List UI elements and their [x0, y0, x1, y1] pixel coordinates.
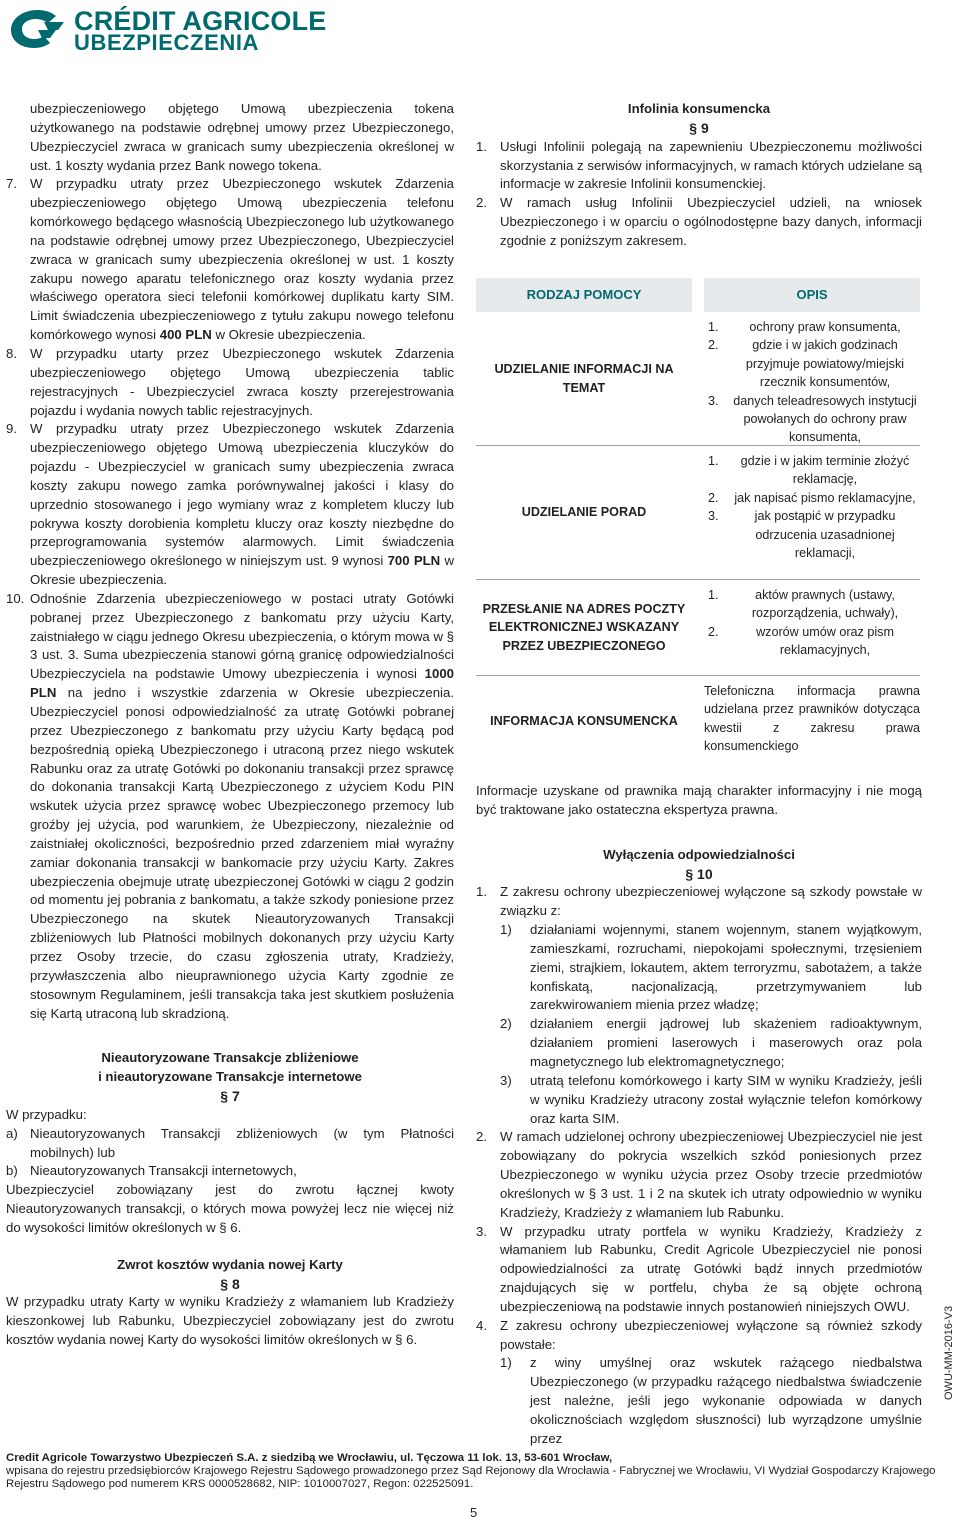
- right-column-lower: [476, 782, 922, 1449]
- help-row-1-item: [704, 392, 920, 447]
- section-7-item-b-text: Nieautoryzowanych Transakcji internetowych,: [30, 1163, 297, 1179]
- help-table-row: [476, 312, 920, 446]
- footer-registry-line-2: Rejestru Sądowego pod numerem KRS 0000528682, NIP: 1010007027, Regon: 022525091.: [6, 1478, 474, 1491]
- help-row-2-item-1-text: gdzie i w jakim terminie złożyć reklamację,: [740, 454, 910, 487]
- help-row-3-item-2-text: wzorów umów oraz pism reklamacyjnych,: [756, 624, 894, 658]
- help-row-2-item: [704, 507, 920, 562]
- section-10-item-4-1-text: z winy umyślnej oraz wskutek rażącego niedbalstwa Ubezpieczonego (w przypadku rażącego niedbalstwa świadczenie jest należne, jeśli jego wykonanie odpowiada w danych okolicznościach względom słuszności) lub wyrządzone umyślnie przez: [530, 1355, 922, 1446]
- item-6-continuation: ubezpieczeniowego objętego Umową ubezpieczenia tokena użytkowanego na podstawie odrębnej umowy przez Ubezpieczonego, Ubezpieczyciel zwraca w granicach sumy ubezpieczenia określonej w ust. 1 koszty wydania przez Bank nowego tokena.: [30, 101, 454, 173]
- item-7-tail: w Okresie ubezpieczenia.: [215, 327, 366, 343]
- section-9-item-2-number: 2.: [476, 195, 487, 211]
- section-9-number: § 9: [689, 119, 709, 136]
- help-row-3-desc: [704, 580, 920, 675]
- brand-subname: UBEZPIECZENIA: [74, 30, 260, 55]
- section-7-item-a-label: a): [6, 1125, 18, 1141]
- right-column: [476, 100, 922, 251]
- item-9-text: W przypadku utraty przez Ubezpieczonego wskutek Zdarzenia ubezpieczeniowego objętego Umową ubezpieczenia kluczyków do pojazdu - Ubezpieczyciel w granicach sumy ubezpieczenia zwraca koszty zakupu nowego zamka porównywalnej jakości i klasy do uprzednio stosowanego i jego wymiany wraz z kompletem kluczy lub pokrywa koszty dorobienia kompletu kluczy oraz koszty niezbędne do przeprogramowania systemów alarmowych. Limit świadczenia ubezpieczeniowego określonego w niniejszym ust. 9 wynosi: [30, 421, 454, 569]
- section-10-item-2-text: W ramach udzielonej ochrony ubezpieczeniowej Ubezpieczyciel nie jest zobowiązany do pokrycia wszelkich szkód poniesionych przez Ubezpieczonego w wyniku użycia przez Osoby trzecie przedmiotów określonych w § 3 ust. 1 i 2 na skutek ich utraty odpowiednio w wyniku Kradzieży, Kradzieży z włamaniem lub Rabunku.: [500, 1129, 922, 1220]
- help-row-1-item-3-number: 3.: [708, 393, 719, 408]
- item-7-number: 7.: [6, 176, 17, 192]
- item-9-number: 9.: [6, 421, 17, 437]
- item-8-text: W przypadku utarty przez Ubezpieczonego wskutek Zdarzenia ubezpieczeniowego objętego Umową ubezpieczenia tablic rejestracyjnych - Ubezpieczyciel zwraca koszty przerejestrowania pojazdu i wydania nowych tablic rejestracyjnych.: [30, 345, 454, 418]
- help-row-1-item-2-text: gdzie i w jakich godzinach przyjmuje powiatowy/miejski rzecznik konsumentów,: [745, 338, 905, 390]
- help-row-2-item-2-number: 2.: [708, 490, 719, 505]
- footer-registry-line-1: wpisana do rejestru przedsiębiorców Krajowego Rejestru Sądowego prowadzonego przez Sąd Rejonowy dla Wrocławia - Fabrycznej we Wrocławiu, VI Wydział Gospodarczy Krajowego: [6, 1465, 936, 1478]
- help-row-1-desc: [704, 312, 920, 445]
- help-row-3-item-2-number: 2.: [708, 624, 719, 639]
- item-10: [6, 590, 454, 1023]
- item-7-amount: 400 PLN: [159, 327, 212, 343]
- help-row-3-item-1-text: aktów prawnych (ustawy, rozporządzenia, uchwały),: [751, 588, 899, 621]
- help-table-col-desc: OPIS: [704, 278, 920, 312]
- section-10-item-4-1: [476, 1354, 922, 1448]
- section-10-item-1-3-text: utratą telefonu komórkowego i karty SIM w wyniku Kradzieży, jeśli w wyniku Kradzieży utracony został wyłącznie telefon komórkowy oraz karta SIM.: [530, 1072, 922, 1126]
- help-row-3-item: [704, 586, 920, 623]
- section-7-title-line-2: i nieautoryzowane Transakcje internetowe: [98, 1069, 362, 1085]
- help-row-4-text: Telefoniczna informacja prawna udzielana przez prawników dotycząca kwestii z zakresu prawa konsumenckiego: [704, 684, 920, 754]
- item-10-amount: 1000 PLN: [30, 666, 454, 701]
- left-column: [6, 100, 454, 1350]
- section-10-item-1-number: 1.: [476, 884, 487, 900]
- item-10-text-b: na jedno i wszystkie zdarzenia w Okresie ubezpieczenia. Ubezpieczyciel ponosi odpowiedzialność za utratę Gotówki pobranej przez Ubezpieczonego z bankomatu przy użyciu Karty będącą pod bezpośrednią opieką Ubezpieczonego i utraconą przez niego wskutek Rabunku oraz za utratę Gotówki po dokonaniu transakcji przez sprawcę do dokonania transakcji Kartą Ubezpieczonego z użyciem Kodu PIN wskutek użycia przez sprawcę wobec Ubezpieczonego przemocy lub groźby jej użycia, pod warunkiem, że Ubezpieczony, niezależnie od zaistniałej okoliczności, bezpośrednio przed zdarzeniem miał wyraźny zamiar dokonania transakcji w bankomacie przy użyciu Karty. Zakres ubezpieczenia obejmuje utratę ubezpieczonej Gotówki w ciągu 2 godzin od momentu jej pobrania z bankomatu, a także szkody poniesione przez Ubezpieczonego na skutek Nieautoryzowanych Transakcji zbliżeniowych lub Płatności mobilnych dokonanych przy użyciu Karty przez Osoby trzecie, do czasu zgłoszenia utraty, Kradzieży, przywłaszczenia albo nieuprawnionego użycia Karty zgodnie ze stosownym Regulaminem, jeśli transakcja taka jest skutkiem posłużenia się Kartą utraconą lub skradzioną.: [30, 685, 454, 1021]
- section-10-item-4-1-number: 1): [500, 1355, 512, 1371]
- section-9-item-2-text: W ramach usług Infolinii Ubezpieczyciel udzieli, na wniosek Ubezpieczonego i w oparciu o ogólnodostępne bazy danych, informacji zgodnie z poniższym zakresem.: [500, 195, 922, 248]
- section-10-item-1-1-number: 1): [500, 922, 512, 938]
- item-8: [6, 345, 454, 420]
- help-row-2-item-3-text: jak postąpić w przypadku odrzucenia uzasadnionej reklamacji,: [754, 509, 896, 561]
- help-row-1-item-1-number: 1.: [708, 320, 719, 334]
- help-row-2-type: UDZIELANIE PORAD: [521, 505, 647, 520]
- section-8-number: § 8: [220, 1275, 240, 1292]
- help-table-row: [476, 446, 920, 580]
- section-10-item-2-number: 2.: [476, 1129, 487, 1145]
- help-table-row: [476, 676, 920, 766]
- section-10-item-1-3: [476, 1072, 922, 1129]
- item-9-amount: 700 PLN: [387, 553, 441, 569]
- help-row-4-desc: [704, 676, 920, 766]
- page-number: 5: [470, 1505, 478, 1520]
- section-9-item-1-text: Usługi Infolinii polegają na zapewnieniu Ubezpieczonemu możliwości skorzystania z serwisów informacyjnych, w ramach których udzielane są informacje w zakresie Infolinii konsumenckiej.: [500, 138, 922, 192]
- help-table-col-type: RODZAJ POMOCY: [476, 278, 692, 312]
- help-row-2-item-1-number: 1.: [708, 454, 719, 468]
- help-row-3-item: [704, 623, 920, 660]
- item-9-tail: w Okresie ubezpieczenia.: [30, 553, 455, 588]
- section-10-item-1: [476, 883, 922, 921]
- item-10-number: 10.: [6, 590, 25, 606]
- section-10-item-3-text: W przypadku utraty portfela w wyniku Kradzieży, Kradzieży z włamaniem lub Rabunku, Credit Agricole Ubezpieczyciel nie ponosi odpowiedzialności za utratę Gotówki bądź innych przedmiotów znajdujących się w portfelu, chyba że są objęte ochroną ubezpieczeniową na podstawie innych postanowień niniejszych OWU.: [500, 1223, 922, 1314]
- section-7-item-b: [6, 1162, 454, 1181]
- item-8-number: 8.: [6, 345, 17, 361]
- help-row-1-item-1-text: ochrony praw konsumenta,: [749, 320, 901, 334]
- help-row-3-item-1-number: 1.: [708, 588, 719, 602]
- item-7: [6, 175, 454, 345]
- brand-name: CRÉDIT AGRICOLE: [74, 6, 327, 36]
- section-9-title: Infolinia konsumencka: [627, 101, 771, 116]
- item-7-text: W przypadku utraty przez Ubezpieczonego wskutek Zdarzenia ubezpieczeniowego objętego Umową ubezpieczenia telefonu komórkowego będącego własnością Ubezpieczonego lub użytkowanego na podstawie odrębnej umowy przez Ubezpieczonego, Ubezpieczyciel zwraca w granicach sumy ubezpieczenia określonej w ust. 1 koszty zakupu nowego aparatu telefonicznego oraz koszty wydania przez właściwego operatora sieci telefonii komórkowej duplikatu karty SIM. Limit świadczenia ubezpieczeniowego z tytułu zakupu nowego telefonu komórkowego wynosi: [30, 176, 454, 343]
- section-9-item-1-number: 1.: [476, 138, 487, 154]
- section-10-item-1-3-number: 3): [500, 1072, 512, 1088]
- section-9-item-1: [476, 138, 922, 195]
- section-7-item-b-label: b): [6, 1163, 18, 1179]
- document-code: OWU-MM-2016-V3: [943, 1305, 955, 1400]
- brand-logo: [8, 6, 368, 55]
- section-10-item-1-text: Z zakresu ochrony ubezpieczeniowej wyłączone są szkody powstałe w związku z:: [500, 884, 922, 919]
- section-10-title: Wyłączenia odpowiedzialności: [603, 846, 795, 862]
- section-8-title: Zwrot kosztów wydania nowej Karty: [117, 1256, 343, 1272]
- footer-company: Credit Agricole Towarzystwo Ubezpieczeń S.A. z siedzibą we Wrocławiu, ul. Tęczowa 11 lok. 13, 53-601 Wrocław,: [6, 1452, 613, 1464]
- section-10-item-1-2: [476, 1015, 922, 1072]
- section-7-title-line-1: Nieautoryzowane Transakcje zbliżeniowe: [101, 1050, 359, 1066]
- help-row-4-type: INFORMACJA KONSUMENCKA: [490, 713, 678, 728]
- help-row-3-type: PRZESŁANIE NA ADRES POCZTY ELEKTRONICZNEJ WSKAZANY PRZEZ UBEZPIECZONEGO: [482, 601, 686, 653]
- help-table-row: [476, 580, 920, 676]
- section-7-item-a: [6, 1125, 454, 1163]
- section-10-item-1-2-number: 2): [500, 1016, 512, 1032]
- section-10-item-1-1: [476, 921, 922, 1015]
- section-10-item-4-text: Z zakresu ochrony ubezpieczeniowej wyłączone są również szkody powstałe:: [500, 1317, 922, 1352]
- section-9-item-2: [476, 194, 922, 251]
- help-row-2-item: [704, 489, 920, 507]
- section-8-body: W przypadku utraty Karty w wyniku Kradzieży z włamaniem lub Kradzieży kieszonkowej lub Rabunku, Ubezpieczyciel zobowiązany jest do zwrotu kosztów wydania nowej Karty do wysokości limitów określonych w § 6.: [6, 1294, 454, 1348]
- section-7-body: Ubezpieczyciel zobowiązany jest do zwrotu łącznej kwoty Nieautoryzowanych transakcji, o których mowa powyżej lecz nie więcej niż do wysokości limitów określonych w § 6.: [6, 1182, 454, 1235]
- help-row-1-item: [704, 318, 920, 336]
- help-row-1-item: [704, 336, 920, 391]
- section-10-item-2: [476, 1128, 922, 1222]
- credit-agricole-logo-icon: [8, 8, 66, 50]
- section-7-number: § 7: [220, 1088, 240, 1105]
- help-row-2-desc: [704, 446, 920, 579]
- help-row-1-type: UDZIELANIE INFORMACJI NA TEMAT: [494, 362, 674, 395]
- help-row-1-item-3-text: danych teleadresowych instytucji powołanych do ochrony praw konsumenta,: [733, 393, 917, 445]
- help-table-header: [476, 278, 920, 312]
- section-10-item-4: [476, 1317, 922, 1355]
- help-row-1-item-2-number: 2.: [708, 338, 719, 353]
- section-7-intro: W przypadku:: [6, 1106, 87, 1122]
- section-10-item-3: [476, 1223, 922, 1317]
- help-row-2-item-3-number: 3.: [708, 509, 719, 524]
- item-9: [6, 420, 454, 590]
- section-10-item-3-number: 3.: [476, 1223, 487, 1239]
- section-10-number: § 10: [685, 865, 713, 882]
- help-row-2-item-2-text: jak napisać pismo reklamacyjne,: [734, 490, 916, 505]
- section-10-item-4-number: 4.: [476, 1317, 487, 1333]
- legal-note: Informacje uzyskane od prawnika mają charakter informacyjny i nie mogą być traktowane jako ostateczna ekspertyza prawna.: [476, 783, 922, 817]
- item-10-text-a: Odnośnie Zdarzenia ubezpieczeniowego w postaci utraty Gotówki pobranej przez Ubezpieczonego z bankomatu przy użyciu Karty, zaistniałego w ciągu jednego Okresu ubezpieczenia, o którym mowa w § 3 ust. 3. Suma ubezpieczenia stanowi górną granicę odpowiedzialności Ubezpieczyciela na podstawie Umowy ubezpieczenia i wynosi: [30, 590, 454, 682]
- help-row-2-item: [704, 452, 920, 489]
- section-10-item-1-2-text: działaniem energii jądrowej lub skażeniem radioaktywnym, działaniem promieni laserowych i maserowych oraz pola magnetycznego lub elektromagnetycznego;: [530, 1016, 922, 1069]
- section-7-item-a-text: Nieautoryzowanych Transakcji zbliżeniowych (w tym Płatności mobilnych) lub: [30, 1125, 454, 1160]
- section-10-item-1-1-text: działaniami wojennymi, stanem wojennym, stanem wyjątkowym, zamieszkami, rozruchami, niepokojami społecznymi, trzęsieniem ziemi, strajkiem, lokautem, aktem terroryzmu, sabotażem, a także konfiskatą, nacjonalizacją, przetrzymywaniem lub zarekwirowaniem mienia przez władzę;: [530, 922, 922, 1013]
- page-footer: [6, 1452, 936, 1492]
- help-table: [476, 278, 920, 766]
